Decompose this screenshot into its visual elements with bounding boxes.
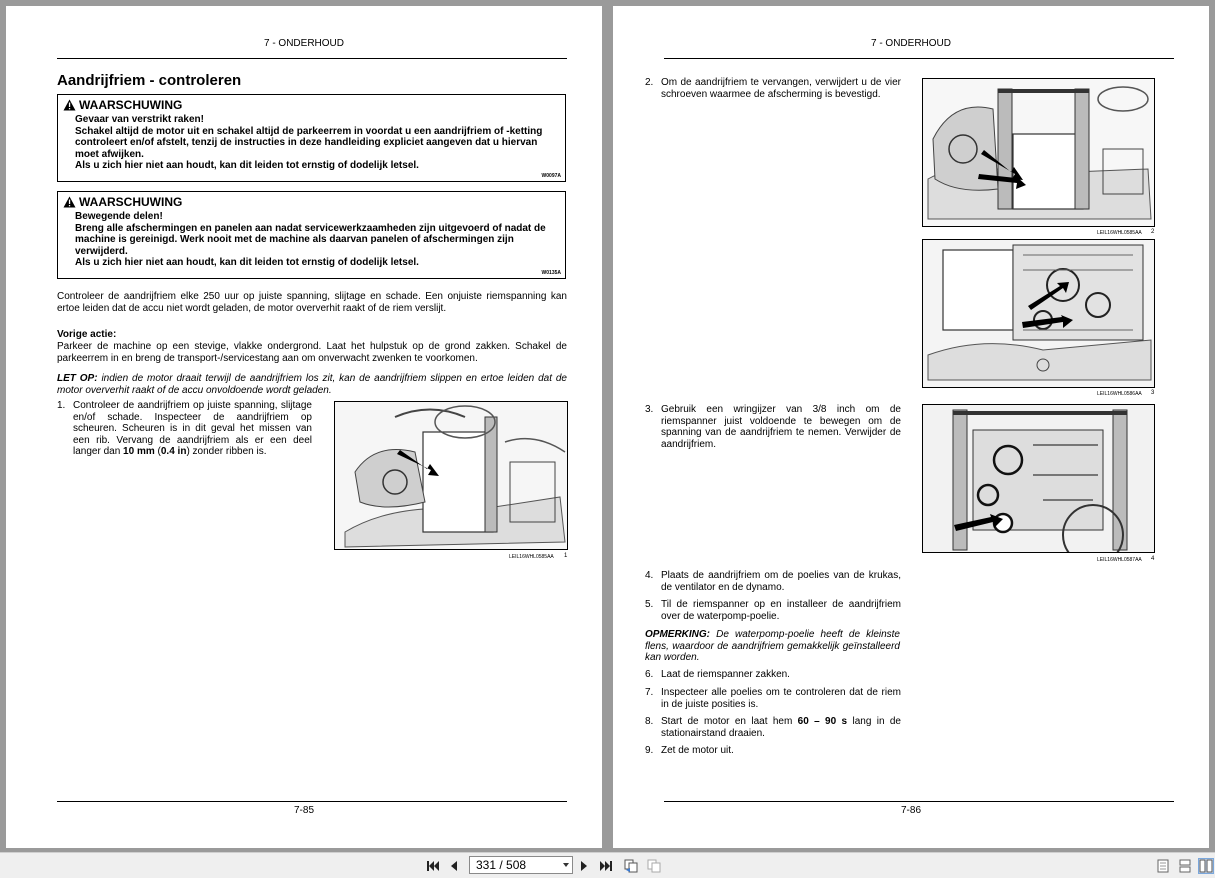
step-text: Til de riemspanner op en installeer de aandrijfriem over de waterpomp-poelie. [661,599,901,622]
step-number: 9. [645,745,654,756]
figure-2-engine-photo [922,78,1155,227]
warning-line: Als u zich hier niet aan houdt, kan dit leiden tot ernstig of dodelijk letsel. [75,160,419,171]
page-header: 7 - ONDERHOUD [263,38,344,49]
two-page-icon [1199,859,1213,873]
single-page-view-button[interactable] [1155,858,1171,874]
intro-paragraph: Controleer de aandrijfriem elke 250 uur op juiste spanning, slijtage en schade. Een onjuiste riemspanning kan ertoe leiden dat de accu niet wordt geladen, de motor oververhit raakt of de riem verslijt. [57,291,567,314]
figure-number: 4 [1151,556,1155,562]
warning-line: Gevaar van verstrikt raken! [75,114,204,125]
first-page-button[interactable] [425,858,441,874]
caution-note [57,373,567,396]
warning-box-moving-parts [57,191,566,279]
step-number: 1. [57,400,66,411]
caution-text: indien de motor draait terwijl de aandrijfriem los zit, kan de aandrijfriem slippen en ertoe leiden dat de motor oververhit raakt of de accu onvoldoende wordt geladen. [57,373,567,396]
step-text: Plaats de aandrijfriem om de poelies van de krukas, de ventilator en de dynamo. [661,570,901,593]
step-3 [645,404,901,450]
warning-line: Schakel altijd de motor uit en schakel altijd de parkeerrem in voordat u een aandrijfriem of -ketting controleert en/of afstelt, tenzij de instructies in deze handleiding expliciet aangeven dat u hiervan moet afwijken. [75,125,543,160]
footer-rule [664,801,1174,802]
figure-3-engine-photo [922,239,1155,388]
warning-line: Als u zich hier niet aan houdt, kan dit leiden tot ernstig of dodelijk letsel. [75,257,419,268]
next-view-button[interactable] [646,858,662,874]
page-header: 7 - ONDERHOUD [870,38,951,49]
warning-triangle-icon [63,196,76,208]
page-number: 7-86 [900,805,921,816]
viewer-toolbar [0,852,1215,878]
figure-caption: LEIL16WHL0586AA [1097,391,1142,397]
figure-caption: LEIL16WHL0585AA [1097,230,1142,236]
warning-code: W0097A [541,173,561,179]
step-number: 2. [645,77,654,88]
figure-number: 1 [564,553,568,559]
step-text: Laat de riemspanner zakken. [661,669,790,680]
continuous-view-button[interactable] [1177,858,1193,874]
caution-label: LET OP: [57,373,98,384]
next-page-icon [577,859,591,873]
page-number-input[interactable] [469,856,573,874]
step-number: 7. [645,687,654,698]
page-indicator-text: 331 / 508 [476,858,527,872]
step-text: Om de aandrijfriem te vervangen, verwijdert u de vier schroeven waarmee de afscherming is bevestigd. [661,77,901,100]
previous-action-heading: Vorige actie: [57,329,117,340]
previous-action-text: Parkeer de machine op een stevige, vlakke ondergrond. Laat het hulpstuk op de grond zakken. Schakel de parkeerrem in en breng de transport-/servicestang aan om onverwacht zwenken te voorkomen. [57,341,567,364]
left-page [6,6,602,848]
step-7 [645,687,901,711]
figure-number: 3 [1151,390,1155,396]
last-page-icon [599,859,613,873]
previous-view-button[interactable] [623,858,639,874]
warning-heading: WAARSCHUWING [79,98,183,112]
step-8 [645,716,901,740]
step-2 [645,77,901,107]
previous-view-icon [624,859,639,873]
step-number: 4. [645,570,654,581]
warning-code: W0135A [541,270,561,276]
figure-number: 2 [1151,229,1155,235]
figure-caption: LEIL16WHL0585AA [509,554,554,560]
warning-box-entanglement [57,94,566,182]
first-page-icon [426,859,440,873]
step-4 [645,570,901,594]
next-page-button[interactable] [576,858,592,874]
remark-note [645,629,900,664]
warning-heading: WAARSCHUWING [79,195,183,209]
step-number: 6. [645,669,654,680]
step-text: Zet de motor uit. [661,745,734,756]
step-text: Start de motor en laat hem 60 – 90 s lang in de stationairstand draaien. [661,716,901,739]
figure-4-engine-photo [922,404,1155,553]
header-rule [664,58,1174,59]
step-text: Gebruik een wringijzer van 3/8 inch om de riemspanner juist voldoende te bewegen om de spanning van de aandrijfriem te nemen. Verwijder de aandrijfriem. [661,404,901,450]
continuous-icon [1179,859,1191,873]
previous-page-button[interactable] [446,858,462,874]
step-6 [645,669,901,681]
section-title: Aandrijfriem - controleren [57,72,242,89]
step-5 [645,599,901,623]
remark-label: OPMERKING: [645,629,710,640]
prev-page-icon [447,859,461,873]
remark-text: De waterpomp-poelie heeft de kleinste flens, waardoor de aandrijfriem gemakkelijk geïnstalleerd kan worden. [645,629,900,663]
page-number: 7-85 [293,805,314,816]
figure-1-engine-photo [334,401,568,550]
step-9 [645,745,901,757]
chevron-down-icon[interactable] [563,863,569,867]
step-text: Controleer de aandrijfriem op juiste spanning, slijtage en/of schade. Inspecteer de aandrijfriem op scheuren. Scheuren is in dit geval het missen van een rib. Vervang de aandrijfriem als er een deel langer dan 10 mm (0.4 in) zonder ribben is. [73,400,312,457]
header-rule [57,58,567,59]
step-number: 5. [645,599,654,610]
warning-triangle-icon [63,99,76,111]
footer-rule [57,801,567,802]
last-page-button[interactable] [598,858,614,874]
step-text: Inspecteer alle poelies om te controleren dat de riem in de juiste posities is. [661,687,901,710]
step-1 [57,400,312,460]
single-page-icon [1157,859,1169,873]
right-page [613,6,1209,848]
next-view-icon [647,859,662,873]
two-page-view-button[interactable] [1198,858,1214,874]
step-number: 3. [645,404,654,415]
warning-line: Bewegende delen! [75,211,163,222]
figure-caption: LEIL16WHL0587AA [1097,557,1142,563]
step-number: 8. [645,716,654,727]
warning-line: Breng alle afschermingen en panelen aan nadat servicewerkzaamheden zijn uitgevoerd of nadat de machine is gereinigd. Werk nooit met de machine als daarvan panelen of afschermingen zijn verwijderd. [75,222,546,257]
